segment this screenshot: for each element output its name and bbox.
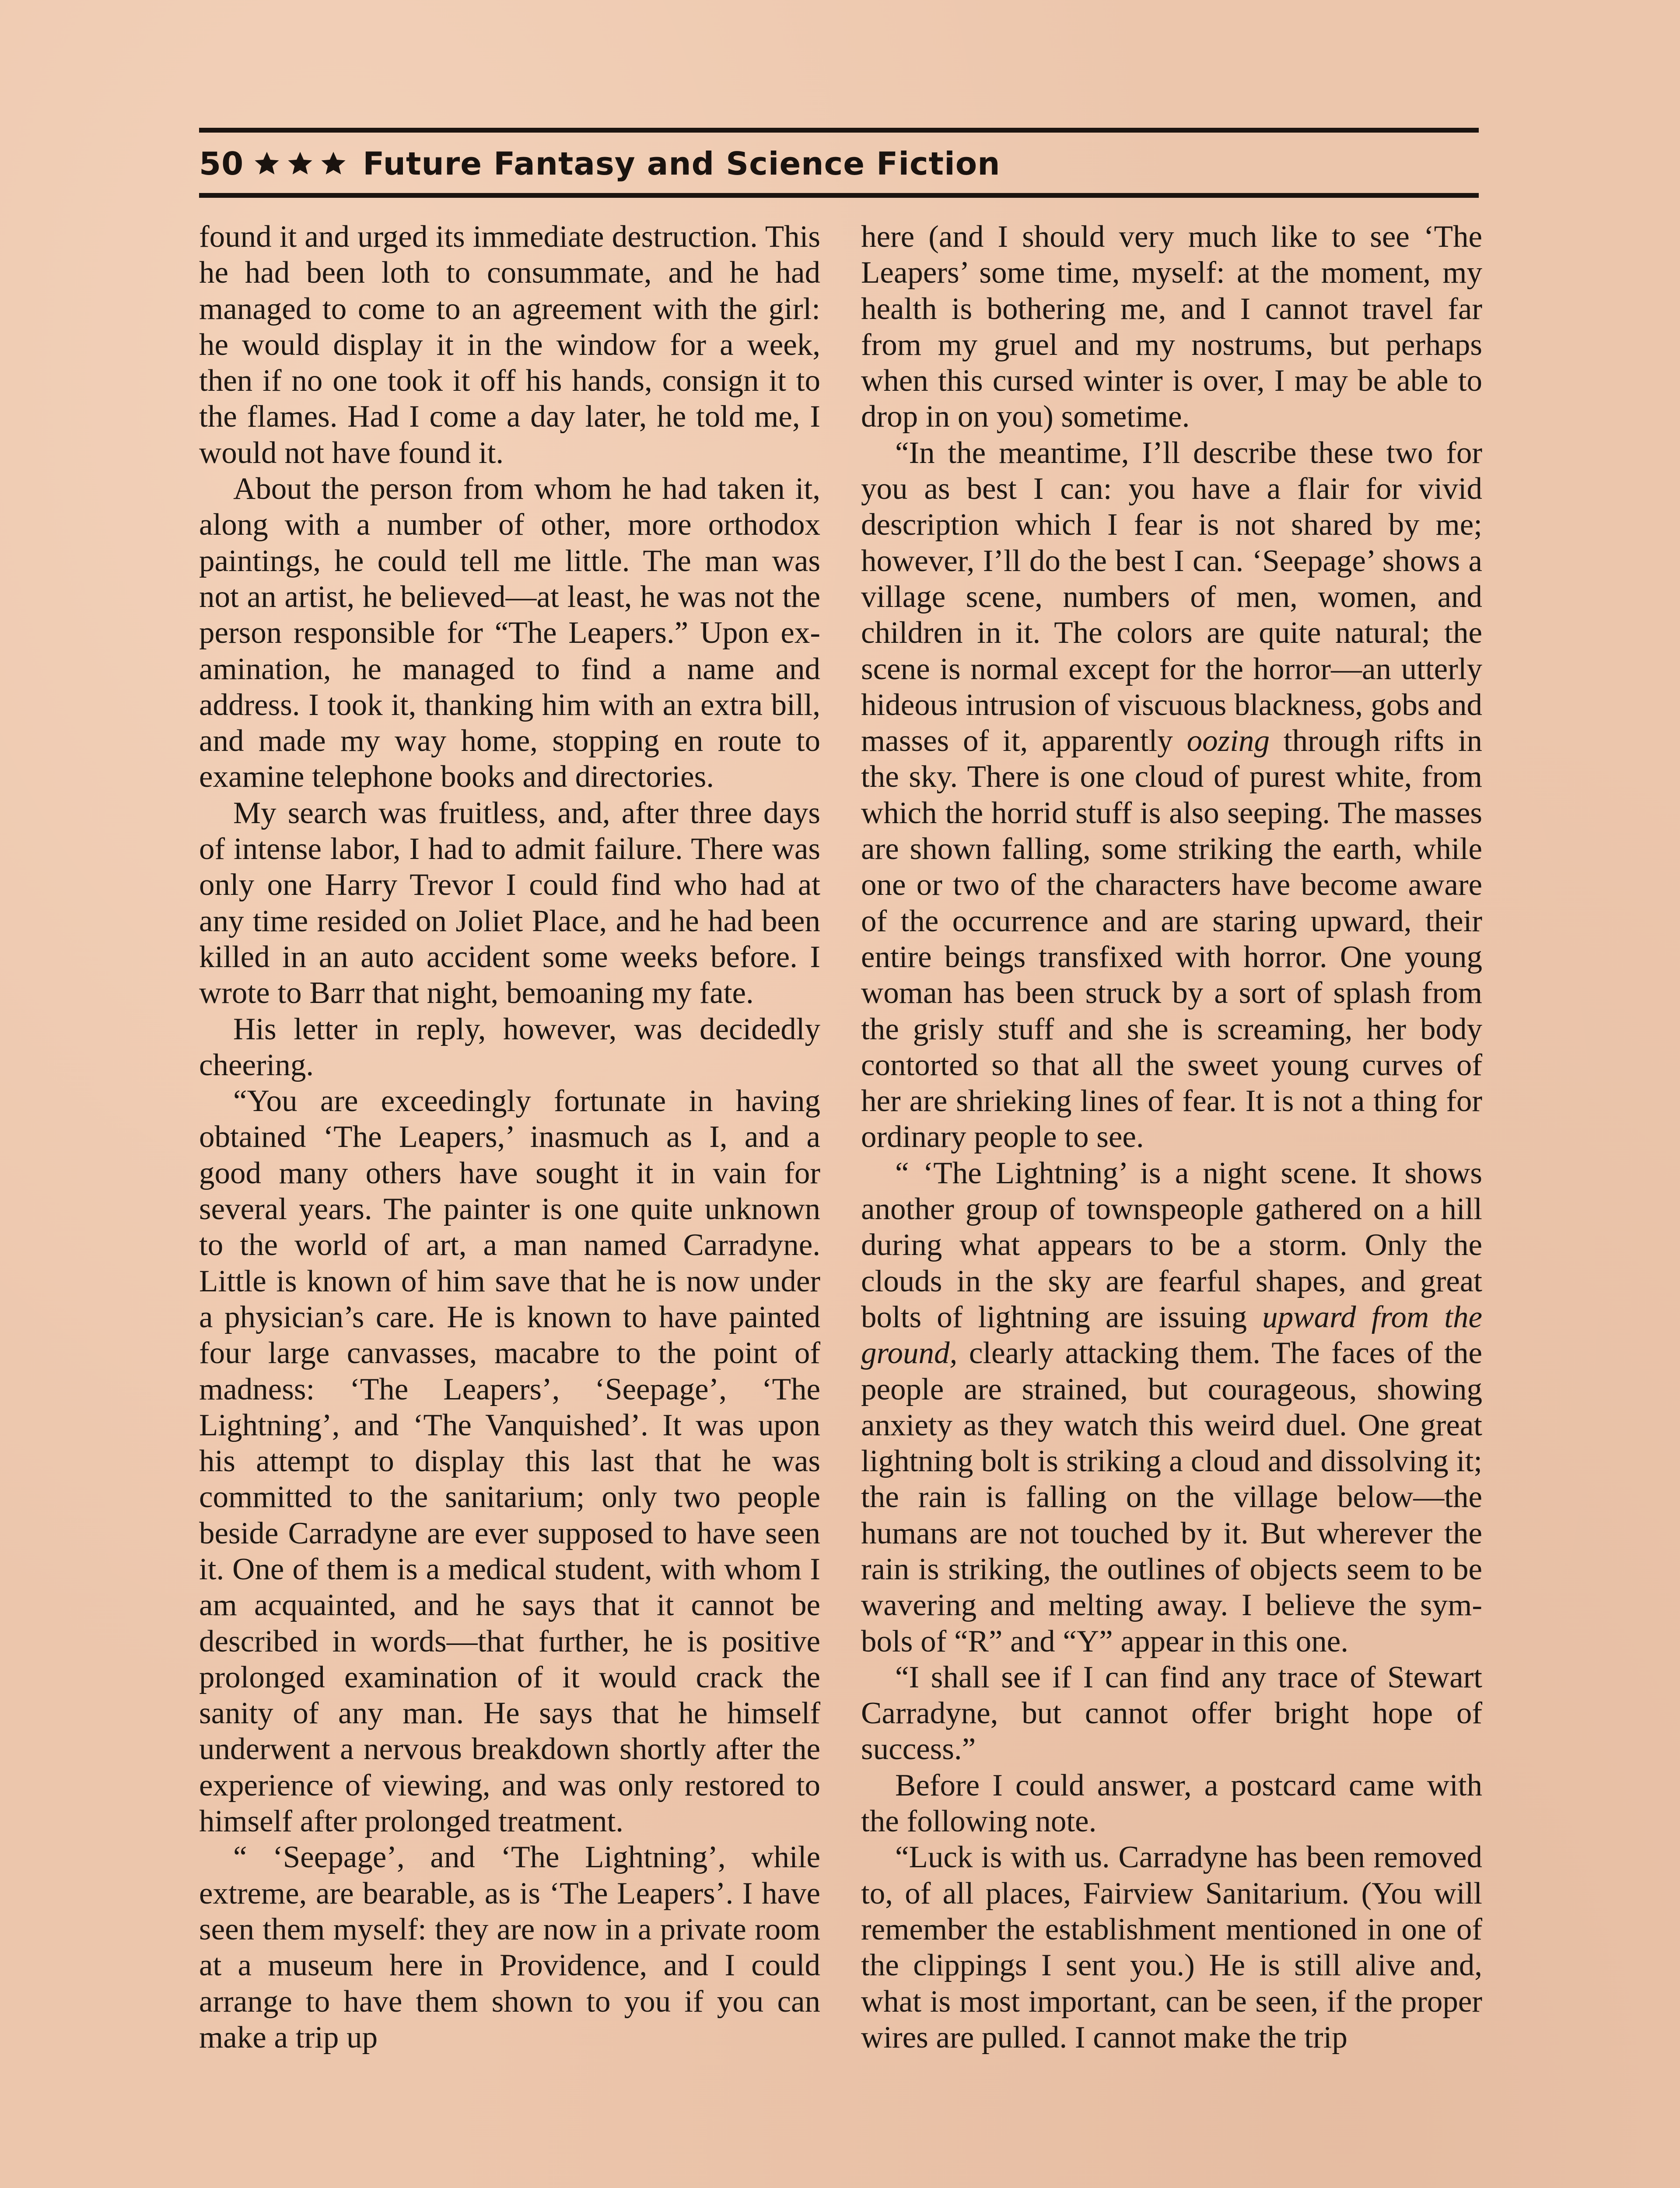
paragraph: found it and urged its immediate destruction. This he had been loth to consummate, and he had managed to come to an agreement with the girl: he would display it in the window for a week, then if no one took it off his hands, consign it to the flames. Had I come a day later, he told me, I would not have found it. bbox=[199, 220, 820, 470]
paragraph: “You are exceedingly fortunate in having obtained ‘The Leapers,’ inasmuch as I, and a good many others have sought it in vain for several years. The painter is one quite unknown to the world of art, a man named Carradyne. Little is known of him save that he is now under a physician’s care. He is known to have painted four large canvasses, macabre to the point of madness: ‘The Leapers’, ‘Seepage’, ‘The Lightning’, and ‘The Vanquished’. It was upon his attempt to display this last that he was committed to the sanitarium; only two people beside Carradyne are ever supposed to have seen it. One of them is a medical student, with whom I am acquainted, and he says that it cannot be described in words—that further, he is positive prolonged examination of it would crack the sanity of any man. He says that he himself underwent a nervous breakdown shortly after the experience of viewing, and was only restored to himself after prolonged treatment. bbox=[199, 1084, 820, 1839]
paragraph: “Luck is with us. Carradyne has been removed to, of all places, Fairview Sanitarium. (You will remember the establishment mentioned in one of the clippings I sent you.) He is still alive and, what is most important, can be seen, if the proper wires are pulled. I cannot make the trip bbox=[861, 1840, 1482, 2055]
paragraph-text: through rifts in the sky. There is one cloud of purest white, from which the horrid stuff is also seeping. The masses are shown falling, some striking the earth, while one or two of the characters have become aware of the occurrence and are staring upward, their entire beings transfixed with horror. One young woman has been struck by a sort of splash from the grisly stuff and she is screaming, her body contorted so that all the sweet young curves of her are shrieking lines of fear. It is not a thing for ordinary people to see. bbox=[861, 724, 1483, 1154]
paragraph: About the person from whom he had taken it, along with a number of other, more orthodox paintings, he could tell me little. The man was not an artist, he believed—at least, he was not the person responsible for “The Leapers.” Upon examination, he managed to find a name and address. I took it, thanking him with an extra bill, and made my way home, stopping en route to examine telephone books and directories. bbox=[199, 472, 820, 794]
publication-title: Future Fantasy and Science Fiction bbox=[363, 145, 1001, 182]
paragraph-text: clearly attacking them. The faces of the people are strained, but courageous, showing anxiety as they watch this weird duel. One great lightning bolt is striking a cloud and dissolving it; the rain is falling on the village below—the humans are not touched by it. But wherever the rain is striking, the outlines of objects seem to be wavering and melting away. I believe the symbols of “R” and “Y” appear in this one. bbox=[861, 1336, 1482, 1659]
header-rule-bottom bbox=[199, 193, 1479, 198]
page-number: 50 bbox=[199, 145, 244, 182]
paragraph: My search was fruitless, and, after three days of intense labor, I had to admit failure. There was only one Harry Trevor I could find who had at any time resided on Joliet Place, and he had been killed in an auto accident some weeks before. I wrote to Barr that night, bemoaning my fate. bbox=[199, 796, 820, 1010]
paragraph bbox=[861, 435, 1482, 1155]
running-head bbox=[199, 139, 1479, 188]
paragraph: “I shall see if I can find any trace of Stewart Carradyne, but cannot offer bright hope of success.” bbox=[861, 1660, 1482, 1767]
paragraph bbox=[861, 1155, 1482, 1659]
paragraph-text: “ ‘The Lightning’ is a night scene. It shows another group of townspeople gathered on a hill during what appears to be a storm. Only the clouds in the sky are fearful shapes, and great bolts of lightning are issuing bbox=[861, 1156, 1482, 1334]
italic-emphasis: upward from the ground, bbox=[861, 1300, 1483, 1371]
paragraph: here (and I should very much like to see ‘The Leapers’ some time, myself: at the moment, my health is bothering me, and I cannot travel far from my gruel and my nostrums, but perhaps when this cursed winter is over, I may be able to drop in on you) sometime. bbox=[861, 220, 1482, 434]
star-icon bbox=[320, 150, 347, 177]
right-column bbox=[861, 219, 1482, 2055]
header-rule-top bbox=[199, 128, 1479, 133]
italic-emphasis: oozing bbox=[1186, 724, 1270, 758]
paragraph: Before I could answer, a postcard came with the following note. bbox=[861, 1768, 1482, 1839]
paragraph-text: “In the meantime, I’ll describe these two for you as best I can: you have a flair for vivid description which I fear is not shared by me; however, I’ll do the best I can. ‘Seepage’ shows a village scene, numbers of men, women, and children in it. The colors are quite natural; the scene is normal except for the horror—an utterly hideous intrusion of viscuous blackness, gobs and masses of it, apparently bbox=[861, 435, 1482, 758]
paragraph: His letter in reply, however, was decidedly cheering. bbox=[199, 1012, 820, 1082]
star-icon bbox=[287, 150, 314, 177]
left-column bbox=[199, 219, 820, 2055]
star-ornaments bbox=[253, 150, 347, 177]
star-icon bbox=[253, 150, 280, 177]
paragraph: “ ‘Seepage’, and ‘The Lightning’, while extreme, are bearable, as is ‘The Leapers’. I have seen them myself: they are now in a private room at a museum here in Providence, and I could arrange to have them shown to you if you can make a trip up bbox=[199, 1840, 820, 2055]
